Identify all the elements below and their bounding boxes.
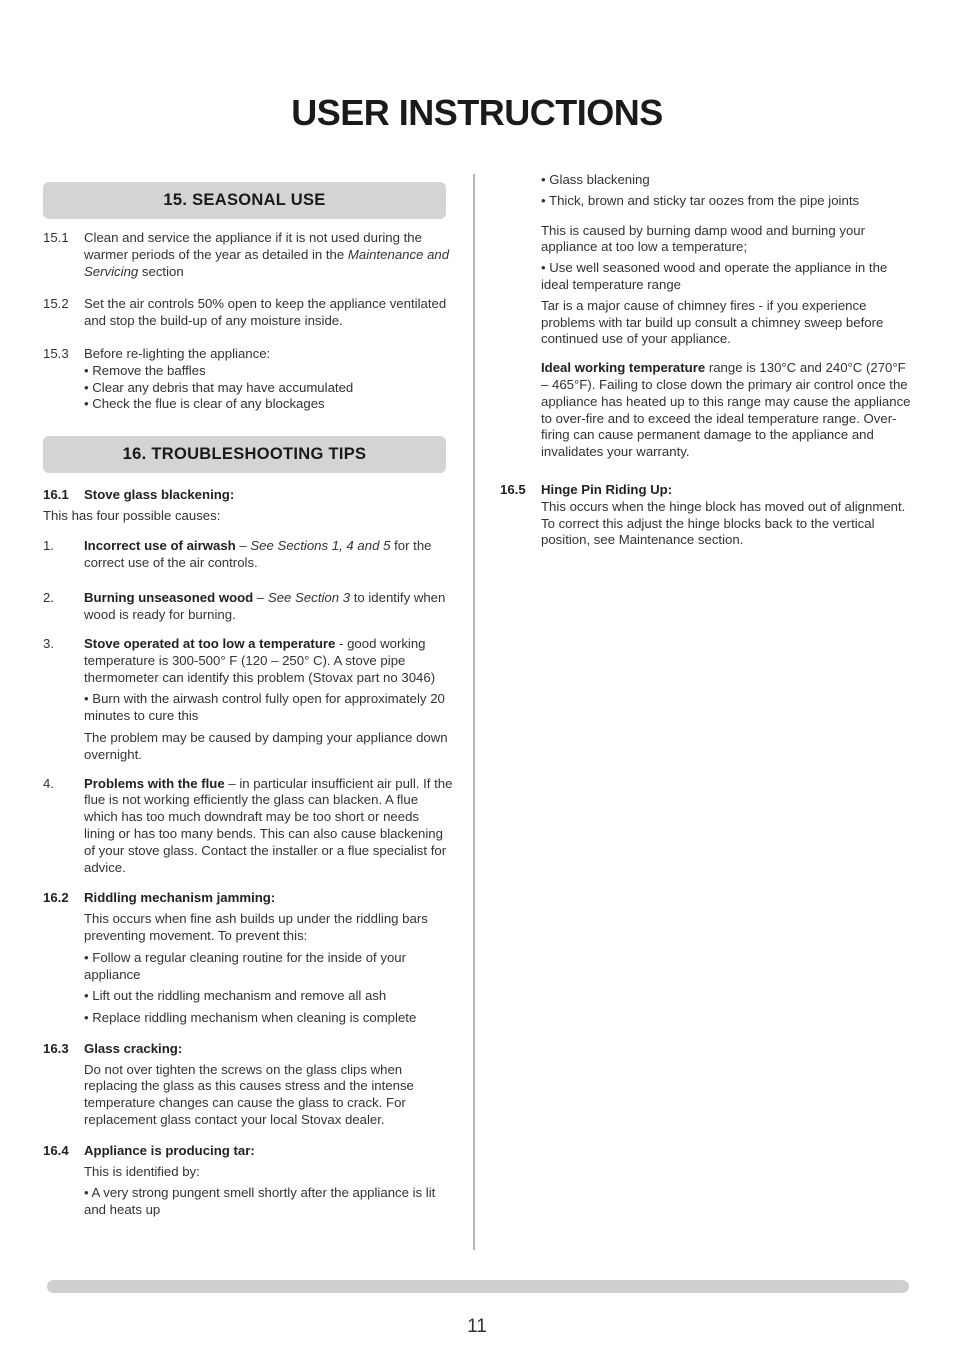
item-number: 1.: [43, 537, 54, 553]
list-item: • Glass blackening: [541, 172, 650, 187]
item-text: [84, 590, 453, 624]
italic-ref: See Sections 1, 4 and 5: [250, 537, 391, 553]
item-text: Set the air controls 50% open to keep the appliance ventilated and stop the build-up of any moisture inside.: [84, 296, 447, 329]
body-text: This is caused by burning damp wood and burning your appliance at too low a temperature;: [541, 222, 866, 255]
item-number: 16.1: [43, 487, 69, 503]
body-text: Do not over tighten the screws on the glass clips when replacing the glass as this causes stress and the intense temperature changes can cause the glass to crack. For replacement glass contact your local Stovax dealer.: [84, 1061, 414, 1128]
subheading-title: Hinge Pin Riding Up:: [541, 481, 673, 497]
subheading-title: Glass cracking:: [84, 1040, 183, 1056]
text-part: –: [253, 590, 268, 606]
item-15-2: [43, 296, 453, 330]
body-text: This occurs when fine ash builds up under the riddling bars preventing movement. To prevent this:: [84, 911, 428, 943]
item-text: [84, 1164, 453, 1219]
item-text: [84, 636, 453, 764]
item-number: 15.3: [43, 345, 69, 361]
subheading-16-5: [500, 482, 915, 499]
text-part: section: [138, 263, 184, 279]
item-15-1: [43, 230, 453, 280]
item-text: [84, 230, 453, 280]
bold-label: Incorrect use of airwash: [84, 537, 236, 553]
item-16-4-body: [43, 1164, 453, 1219]
indent: [43, 911, 84, 1027]
item-number: 16.3: [43, 1040, 69, 1056]
subheading-title: Riddling mechanism jamming:: [84, 890, 276, 906]
text-part: Clean and service the appliance if it is not used during the warmer periods of the year as detailed in the: [84, 230, 422, 262]
bold-label: Burning unseasoned wood: [84, 590, 254, 606]
item-number: 16.2: [43, 890, 69, 906]
list-item: • Thick, brown and sticky tar oozes from the pipe joints: [541, 192, 860, 208]
bold-label: Problems with the flue: [84, 775, 225, 791]
item-text: [84, 911, 453, 1027]
item-16-2-body: [43, 911, 453, 1027]
section-heading-seasonal-use: 15. SEASONAL USE: [43, 182, 446, 219]
body-text: This occurs when the hinge block has moved out of alignment. To correct this adjust the hinge blocks back to the vertical position, see Maintenance section.: [541, 498, 906, 548]
bold-label: Stove operated at too low a temperature: [84, 635, 336, 651]
subheading-title: Appliance is producing tar:: [84, 1142, 255, 1158]
text-part: for the correct use of the air controls.: [84, 537, 432, 570]
list-item: • Check the flue is clear of any blockages: [84, 396, 325, 412]
item-16-4-continued: [500, 172, 915, 461]
ideal-temperature-text: [541, 360, 915, 461]
item-text: [84, 538, 453, 572]
page-title: USER INSTRUCTIONS: [291, 92, 663, 133]
note-text: The problem may be caused by damping your appliance down overnight.: [84, 729, 448, 762]
indent: [500, 499, 541, 549]
left-column: [43, 182, 453, 1219]
subheading-16-1: [43, 487, 453, 504]
item-15-3: [43, 346, 453, 413]
list-item: • A very strong pungent smell shortly after the appliance is lit and heats up: [84, 1185, 436, 1218]
column-divider: [473, 174, 475, 1250]
section-heading-troubleshooting: 16. TROUBLESHOOTING TIPS: [43, 436, 446, 473]
cause-1: [43, 538, 453, 572]
item-number: 15.1: [43, 230, 69, 245]
item-text: [541, 172, 915, 461]
item-16-3-body: [43, 1062, 453, 1129]
bold-label: Ideal working temperature: [541, 360, 706, 376]
cause-text: [84, 636, 435, 685]
list-item: • Follow a regular cleaning routine for the inside of your appliance: [84, 949, 407, 982]
text-part: to identify when wood is ready for burning.: [84, 590, 446, 623]
cause-3: [43, 636, 453, 764]
body-text: Tar is a major cause of chimney fires - if you experience problems with tar build up consult a chimney sweep before continued use of your appliance.: [541, 297, 884, 347]
item-number: 16.4: [43, 1142, 69, 1158]
list-item: • Clear any debris that may have accumulated: [84, 379, 354, 395]
italic-ref: Maintenance and Servicing: [84, 246, 450, 279]
intro-text: This has four possible causes:: [43, 507, 221, 523]
item-number: 3.: [43, 635, 54, 651]
item-text: [84, 776, 453, 877]
item-text: [84, 346, 453, 413]
item-number: 4.: [43, 775, 54, 791]
item-number: 15.2: [43, 296, 69, 312]
indent: [500, 172, 541, 461]
list-item: • Lift out the riddling mechanism and remove all ash: [84, 988, 387, 1004]
subheading-16-3: [43, 1041, 453, 1058]
indent: [43, 1164, 84, 1219]
page-number: 11: [467, 1316, 487, 1337]
item-intro: Before re-lighting the appliance:: [84, 345, 271, 361]
footer-bar: [47, 1280, 909, 1293]
text-part: – in particular insufficient air pull. If the flue is not working efficiently the glass can blacken. A flue which has too much downdraft may be too short or needs lining or has too many bends. This can also cause blackening of your stove glass. Contact the installer or a flue specialist for advice.: [84, 775, 453, 875]
text-part: range is 130°C and 240°C (270°F – 465°F). Failing to close down the primary air control once the appliance has heated up to this range may cause the appliance to over-fire and to exceed the ideal temperature range. Over-firing can cause permanent damage to the appliance and invalidates your warranty.: [541, 360, 911, 460]
list-item: • Replace riddling mechanism when cleaning is complete: [84, 1010, 417, 1026]
list-item: • Use well seasoned wood and operate the appliance in the ideal temperature range: [541, 260, 888, 292]
italic-ref: See Section 3: [267, 590, 351, 606]
list-item: • Burn with the airwash control fully open for approximately 20 minutes to cure this: [84, 691, 445, 724]
item-16-5-body: [500, 499, 915, 549]
item-number: 16.5: [500, 481, 526, 497]
cause-2: [43, 590, 453, 624]
text-part: –: [235, 537, 251, 553]
item-number: 2.: [43, 590, 54, 606]
subheading-16-2: [43, 890, 453, 907]
body-text: This is identified by:: [84, 1163, 200, 1179]
list-item: • Remove the baffles: [84, 362, 206, 378]
indent: [43, 1062, 84, 1129]
subheading-title: Stove glass blackening:: [84, 487, 235, 503]
text-part: - good working temperature is 300-500° F (120 – 250° C). A stove pipe thermometer can identify this problem (Stovax part no 3046): [84, 635, 436, 685]
right-column: [500, 172, 915, 549]
subheading-16-4: [43, 1143, 453, 1160]
cause-4: [43, 776, 453, 877]
